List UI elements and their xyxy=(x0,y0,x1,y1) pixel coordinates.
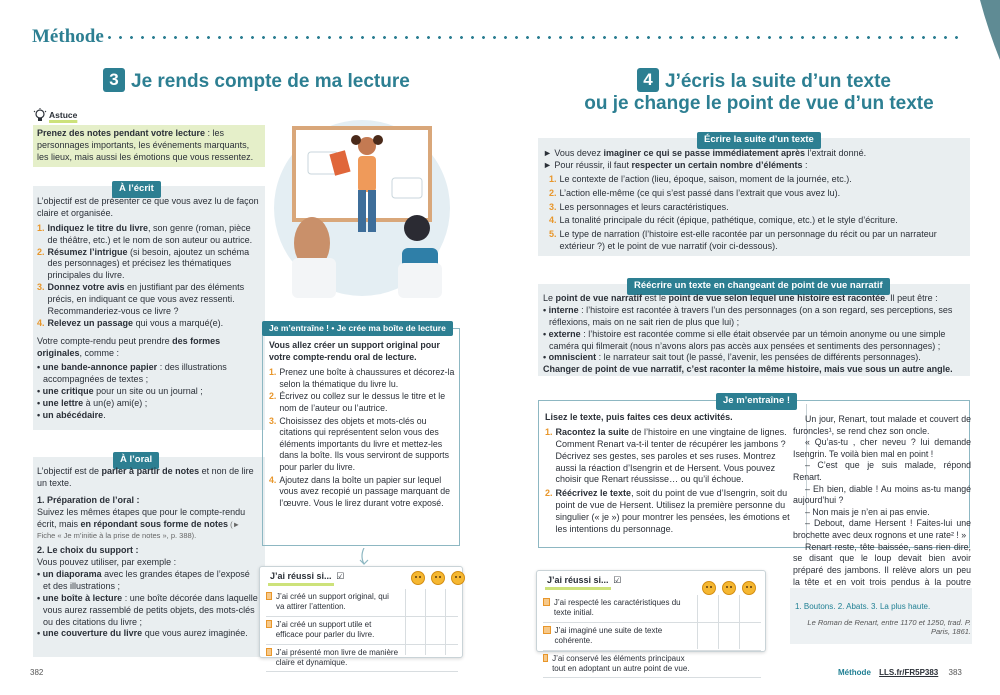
reussi-text: J’ai conservé les éléments principaux tout en adoptant un autre point de vue. xyxy=(552,653,690,673)
ecrit-step xyxy=(37,247,259,283)
footer-link[interactable]: LLS.fr/FR5P383 xyxy=(879,668,939,677)
reussi-text: J’ai créé un support original, qui va attirer l’attention. xyxy=(275,592,389,612)
grid-line xyxy=(697,595,698,649)
ecrit-forms-list xyxy=(37,362,259,421)
astuce-label: Astuce xyxy=(49,110,78,121)
oral-prep-text: Suivez les mêmes étapes que pour le compte-rendu écrit, mais en répondant sous forme de notes (► Fiche « Je m’initie à la prise de notes », p. 388). xyxy=(37,506,246,541)
step-number: 1. xyxy=(37,222,45,233)
item-number: 3. xyxy=(549,201,557,212)
form-item xyxy=(37,386,259,398)
classroom-illustration xyxy=(272,118,452,298)
ecrit-steps xyxy=(37,223,259,330)
support-item xyxy=(37,593,259,629)
item-number: 2. xyxy=(549,187,557,198)
viewpoint-item xyxy=(543,352,967,364)
oral-supports-list xyxy=(37,569,259,640)
viewpoint-bold: externe xyxy=(548,328,581,339)
step-number: 4. xyxy=(37,317,45,328)
reussi-item xyxy=(543,651,761,679)
section-3-title: 3 Je rends compte de ma lecture xyxy=(103,68,410,93)
step-number: 1. xyxy=(269,367,277,378)
form-item xyxy=(37,398,259,410)
entraine-left-pill: Je m’entraîne ! • Je crée ma boîte de lecture xyxy=(262,321,453,336)
smiley-sad-icon xyxy=(742,581,756,595)
entraine-right-content xyxy=(545,412,799,536)
reussi-text: J’ai créé un support utile et efficace pour parler du livre. xyxy=(275,619,375,640)
form-rest: à un(e) ami(e) ; xyxy=(83,398,148,408)
entraine-step xyxy=(269,391,455,414)
ecrit-step xyxy=(37,223,259,247)
page-number-left: 382 xyxy=(30,668,44,677)
reussi-text: J’ai imaginé une suite de texte cohérente. xyxy=(554,625,663,646)
header-title: Méthode xyxy=(32,26,104,47)
smiley-happy-icon xyxy=(411,571,425,585)
step-text xyxy=(48,247,259,283)
bullet: • xyxy=(543,328,549,339)
oral-pill: À l’oral xyxy=(113,452,159,469)
reussi-right-title: J’ai réussi si... xyxy=(545,575,611,590)
excerpt-paragraph: – Eh bien, diable ! Au moins as-tu mangé aujourd’hui ? xyxy=(793,483,971,506)
reussi-left-lines xyxy=(266,589,458,672)
step-text xyxy=(48,223,259,247)
entraine-step xyxy=(269,416,455,474)
step-text: Choisissez des objets et mots-clés ou citations qui représentent selon vous des éléments importants du livre et mettez-les dans la boîte. Ils vous serviront de supports pour parler du livre. xyxy=(279,415,450,473)
reussi-left-title-wrap xyxy=(268,571,344,586)
checkbox-icon xyxy=(543,598,550,606)
step-bold: Indiquez le titre du livre xyxy=(47,222,149,233)
form-bold: une bande-annonce papier xyxy=(42,362,158,373)
step-text: Prenez une boîte à chaussures et décorez-la selon la thématique du livre lu. xyxy=(279,367,455,389)
item-text: L’action elle-même (ce qui s’est passé dans l’extrait que vous avez lu). xyxy=(559,187,841,198)
section-number: 4 xyxy=(637,68,659,92)
bullet: • xyxy=(37,592,43,603)
item-text: Le contexte de l’action (lieu, époque, saison, moment de la journée, etc.). xyxy=(559,173,852,184)
step-number: 2. xyxy=(37,246,45,257)
excerpt-footnotes: 1. Boutons. 2. Abats. 3. La plus haute. xyxy=(795,602,931,611)
text-excerpt xyxy=(793,414,971,600)
entraine-left-content xyxy=(269,340,455,511)
footer-right xyxy=(838,668,962,679)
step-text: Ajoutez dans la boîte un papier sur lequel vous avez recopié un passage marquant de l’œuvre. Vous le lirez durant votre exposé. xyxy=(279,474,451,508)
entraine-right-intro: Lisez le texte, puis faites ces deux activités. xyxy=(545,412,733,422)
excerpt-paragraphs xyxy=(793,414,971,600)
excerpt-paragraph: Un jour, Renart, tout malade et couvert de furoncles¹, se rend chez son oncle. xyxy=(793,414,971,436)
viewpoint-rest: : l’histoire est racontée comme si elle était observée par un témoin anonyme ou une simple caméra qui filmerait (nous n’avons alors pas accès aux pensées et sentiments des personnages) ; xyxy=(549,328,946,351)
bullet: • xyxy=(37,569,43,579)
step-text xyxy=(48,318,224,330)
ecrit-content xyxy=(37,196,259,422)
viewpoint-bold: interne xyxy=(548,304,579,315)
excerpt-notes xyxy=(795,602,971,637)
item-number: 1. xyxy=(549,173,557,184)
reecrire-pill: Réécrire un texte en changeant de point de vue narratif xyxy=(627,278,890,295)
reussi-left-card xyxy=(259,566,463,667)
step-bold: Relevez un passage xyxy=(47,317,134,328)
support-bold: une boîte à lecture xyxy=(42,592,123,603)
viewpoint-bold: omniscient xyxy=(548,352,597,363)
excerpt-paragraph: Renart reste, tête baissée, sans rien dire, se disant que le loup devait bien avoir préparé des jambons. Il relève alors un peu la tête et en voit trois pendus à la poutre xyxy=(793,541,971,587)
entraine-left-intro: Vous allez créer un support original pour votre compte-rendu oral de lecture. xyxy=(269,340,440,362)
support-bold: un diaporama xyxy=(42,569,102,579)
item-number: 4. xyxy=(549,215,557,226)
support-item xyxy=(37,569,259,593)
smiley-sad-icon xyxy=(451,571,465,585)
step-bold: Donnez votre avis xyxy=(47,282,125,293)
viewpoint-item xyxy=(543,329,967,353)
checklist-icon: ☑ xyxy=(336,571,345,581)
reecrire-conclusion: Changer de point de vue narratif, c’est raconter la même histoire, mais vue sous un autre angle. xyxy=(543,364,953,375)
activity-2: 2. Réécrivez le texte, soit du point de vue d’Isengrin, soit du point de vue de Hersent. Utilisez la première personne du singulier (« je ») pour montrer les pensées, les émotions et les intentions du personnage. xyxy=(545,488,790,534)
entraine-step xyxy=(269,475,455,510)
reussi-left-title: J’ai réussi si... xyxy=(268,571,334,586)
activity-1: 1. Racontez la suite de l’histoire en une vingtaine de lignes. Comment Renart va-t-il tenter de récupérer les jambons ? Décrivez ses gestes, ses paroles et ses ruses. Montrez aussi la réaction d’Isengrin et de Hersent. Vous pouvez choisir que Renart réussisse… ou qu’il échoue. xyxy=(545,426,787,485)
step-bold: Résumez l’intrigue xyxy=(47,246,128,257)
entraine-right-pill: Je m’entraîne ! xyxy=(716,393,797,410)
reussi-text: J’ai respecté les caractéristiques du texte initial. xyxy=(553,598,681,618)
step-rest: qui vous a marqué(e). xyxy=(133,317,224,328)
item-text: Le type de narration (l’histoire est-elle racontée par un personnage du récit ou par un narrateur extérieur ?) et le point de vue narratif (voir ci-dessous). xyxy=(559,229,937,252)
smiley-happy-icon xyxy=(702,581,716,595)
excerpt-paragraph: « Qu’as-tu , cher neveu ? lui demande Isengrin. Te voilà bien mal en point ! xyxy=(793,437,971,459)
oral-content xyxy=(37,466,259,640)
reecrire-points xyxy=(543,305,967,364)
reussi-right-card xyxy=(536,570,766,673)
section-4-title: 4 J’écris la suite d’un texte ou je change le point de vue d’un texte xyxy=(584,70,934,114)
grid-line xyxy=(718,595,719,649)
entraine-left-steps xyxy=(269,367,455,509)
reussi-text: J’ai présenté mon livre de manière claire et dynamique. xyxy=(275,647,399,667)
smiley-neutral-icon xyxy=(431,571,445,585)
page-corner-decoration xyxy=(970,0,1000,60)
checkbox-icon xyxy=(543,626,551,634)
form-rest: . xyxy=(103,409,106,420)
bullet: • xyxy=(543,304,549,315)
form-bold: une lettre xyxy=(42,398,84,408)
reussi-item xyxy=(266,617,458,645)
footer-label: Méthode xyxy=(838,668,871,677)
reussi-left-faces xyxy=(408,571,468,590)
item-number: 5. xyxy=(549,229,557,240)
ecrit-step xyxy=(37,282,259,318)
step-rest: (si besoin, ajoutez un schéma des personnages) et précisez les thématiques principales du livre. xyxy=(47,246,250,281)
reussi-item xyxy=(543,623,761,651)
reecrire-intro: Le point de vue narratif est le point de vue selon lequel une histoire est racontée. Il peut être : xyxy=(543,293,938,303)
bullet: • xyxy=(37,628,43,639)
excerpt-paragraph: – C’est que je suis malade, répond Renart. xyxy=(793,460,971,483)
oral-prep-title: 1. Préparation de l’oral : xyxy=(37,494,140,505)
ecrit-step xyxy=(37,318,259,330)
section-number: 3 xyxy=(103,68,125,92)
form-rest: : des illustrations accompagnées de textes ; xyxy=(43,362,227,385)
excerpt-source: Le Roman de Renart, entre 1170 et 1250, trad. P. Paris, 1861. xyxy=(807,617,971,637)
checkbox-icon xyxy=(266,592,272,600)
suite-item xyxy=(543,202,967,214)
step-number: 3. xyxy=(37,282,45,293)
suite-pill: Écrire la suite d’un texte xyxy=(697,132,821,149)
excerpt-paragraph: – Debout, dame Hersent ! Faites-lui une brochette avec deux rognons et une rate² ! » xyxy=(793,518,971,541)
entraine-step xyxy=(269,367,455,390)
suite-item xyxy=(543,215,967,227)
reussi-item xyxy=(266,645,458,673)
checkbox-icon xyxy=(543,654,548,662)
step-rest: , son genre (roman, pièce de théâtre, etc.) et le nom de son auteur ou autrice. xyxy=(47,222,253,245)
item-text: La tonalité principale du récit (épique, pathétique, comique, etc.) et le style d’écriture. xyxy=(559,215,898,226)
support-item xyxy=(37,628,259,640)
astuce-text: Prenez des notes pendant votre lecture : les personnages importants, les événements marquants, les lieux, mais aussi les émotions que vous ressentez. xyxy=(33,125,265,167)
support-rest: avec les grandes étapes de l’exposé et des illustrations ; xyxy=(43,569,250,591)
suite-p1: ► Vous devez imaginer ce qui se passe immédiatement après l’extrait donné. xyxy=(543,148,867,158)
form-bold: un abécédaire xyxy=(42,409,104,420)
viewpoint-item xyxy=(543,305,967,329)
viewpoint-rest: : l’histoire est racontée à travers l’un des personnages (on a son regard, ses perceptions, ses réflexions, mais on ne sait rien de plus que lui) ; xyxy=(549,304,953,327)
support-bold: une couverture du livre xyxy=(42,628,143,639)
form-item xyxy=(37,410,259,422)
ecrit-intro: L’objectif est de présenter ce que vous avez lu de façon claire et organisée. xyxy=(37,196,259,218)
form-rest: pour un site ou un journal ; xyxy=(93,386,203,397)
suite-item xyxy=(543,229,967,253)
bullet: • xyxy=(543,352,549,363)
step-text: Écrivez ou collez sur le dessus le titre et le nom de l’auteur ou l’autrice. xyxy=(279,391,446,414)
support-rest: que vous aurez imaginée. xyxy=(142,628,248,639)
step-number: 3. xyxy=(269,415,277,426)
oral-intro: L’objectif est de parler à partir de notes et non de lire un texte. xyxy=(37,466,254,488)
viewpoint-rest: : le narrateur sait tout (le passé, l’avenir, les pensées de différents personnages). xyxy=(596,352,921,363)
reecrire-content xyxy=(543,293,967,376)
support-rest: : une boîte décorée dans laquelle vous aurez rassemblé de petits objets, des mots-clés ou des citations du livre ; xyxy=(43,592,258,627)
reussi-right-title-wrap xyxy=(545,575,621,590)
oral-choix-intro: Vous pouvez utiliser, par exemple : xyxy=(37,557,177,568)
bullet: • xyxy=(37,386,43,397)
suite-p2: ► Pour réussir, il faut respecter un certain nombre d’éléments : xyxy=(543,159,808,170)
bullet: • xyxy=(37,362,43,373)
bullet: • xyxy=(37,398,43,408)
ecrit-pill: À l’écrit xyxy=(112,181,161,198)
reussi-item xyxy=(266,589,458,617)
suite-item xyxy=(543,188,967,200)
step-text xyxy=(48,282,259,318)
astuce-block xyxy=(33,108,265,167)
grid-line xyxy=(739,595,740,649)
ecrit-forms-intro: Votre compte-rendu peut prendre des formes originales, comme : xyxy=(37,335,221,358)
page-number-right: 383 xyxy=(948,668,962,677)
step-rest: en justifiant par des éléments précis, en indiquant ce que vous avez ressenti. Recommanderiez-vous ce livre ? xyxy=(47,282,245,316)
suite-content xyxy=(543,148,967,253)
reussi-item xyxy=(543,595,761,623)
reussi-right-lines xyxy=(543,595,761,678)
grid-line xyxy=(405,589,406,655)
suite-item xyxy=(543,174,967,186)
oral-choix-title: 2. Le choix du support : xyxy=(37,545,139,556)
bullet: • xyxy=(37,409,43,420)
checkbox-icon xyxy=(266,648,272,656)
suite-items xyxy=(543,174,967,253)
grid-line xyxy=(445,589,446,655)
arrow-decoration xyxy=(356,548,372,566)
grid-line xyxy=(425,589,426,655)
form-item xyxy=(37,362,259,386)
form-bold: une critique xyxy=(42,386,94,397)
item-text: Les personnages et leurs caractéristiques. xyxy=(559,201,729,212)
step-number: 4. xyxy=(269,474,277,485)
header-dots xyxy=(104,36,964,39)
checkbox-icon xyxy=(266,620,272,628)
checklist-icon: ☑ xyxy=(613,575,622,585)
lightbulb-icon xyxy=(33,108,47,124)
step-number: 2. xyxy=(269,391,277,402)
smiley-neutral-icon xyxy=(722,581,736,595)
excerpt-paragraph: – Non mais je n’en ai pas envie. xyxy=(805,506,930,517)
